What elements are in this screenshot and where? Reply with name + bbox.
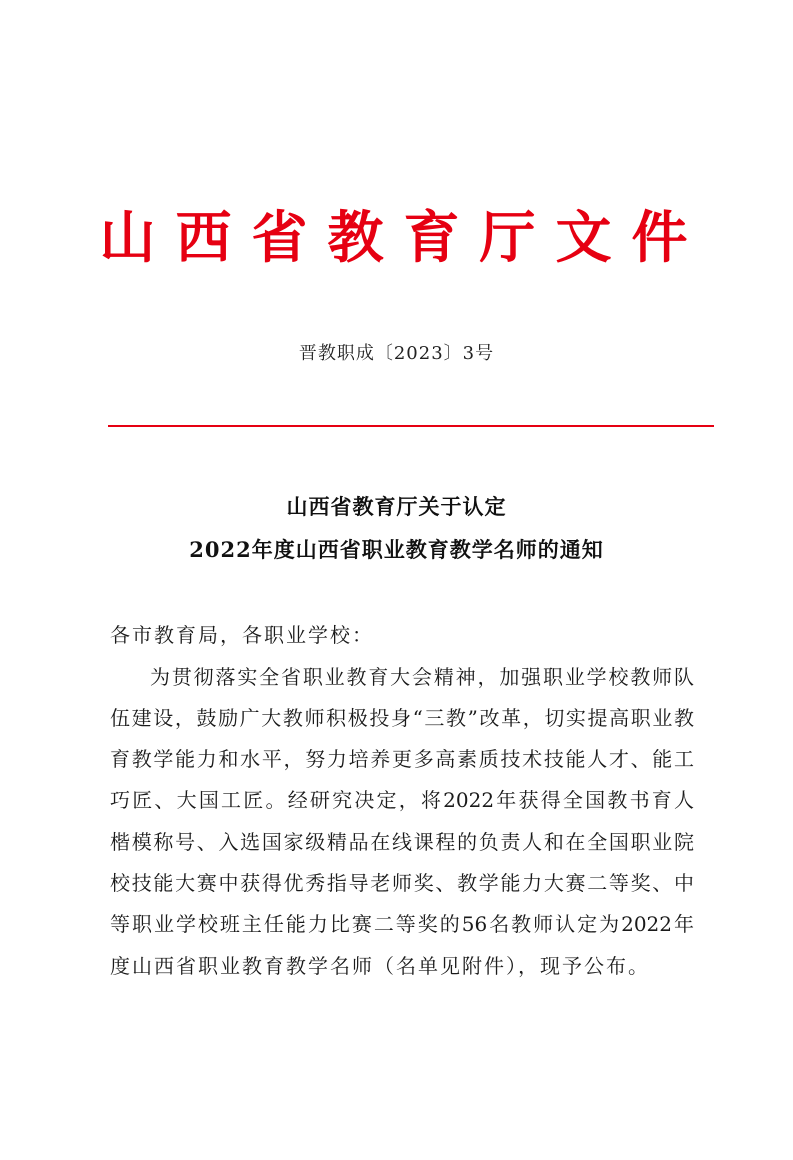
issuer-header-title: 山西省教育厅文件 (99, 205, 708, 271)
paragraph-line: 育教学能力和水平，努力培养更多高素质技术技能人才、能工 (110, 747, 694, 771)
notice-title-line-1: 山西省教育厅关于认定 (286, 494, 507, 519)
salutation: 各市教育局，各职业学校： (110, 623, 374, 647)
paragraph-line: 度山西省职业教育教学名师（名单见附件），现予公布。 (110, 954, 650, 978)
paragraph-line: 校技能大赛中获得优秀指导老师奖、教学能力大赛二等奖、中 (110, 871, 694, 895)
paragraph-line: 巧匠、大国工匠。经研究决定，将2022年获得全国教书育人 (110, 788, 694, 812)
paragraph-line: 为贯彻落实全省职业教育大会精神，加强职业学校教师队 (150, 665, 694, 689)
paragraph-line: 楷模称号、入选国家级精品在线课程的负责人和在全国职业院 (110, 830, 694, 854)
document-number: 晋教职成〔2023〕3号 (298, 343, 495, 364)
red-divider-line (108, 425, 714, 427)
paragraph-line: 等职业学校班主任能力比赛二等奖的56名教师认定为2022年 (110, 912, 694, 936)
notice-title-line-2: 2022年度山西省职业教育教学名师的通知 (189, 537, 604, 562)
paragraph-line: 伍建设，鼓励广大教师积极投身“三教”改革，切实提高职业教 (110, 706, 694, 730)
